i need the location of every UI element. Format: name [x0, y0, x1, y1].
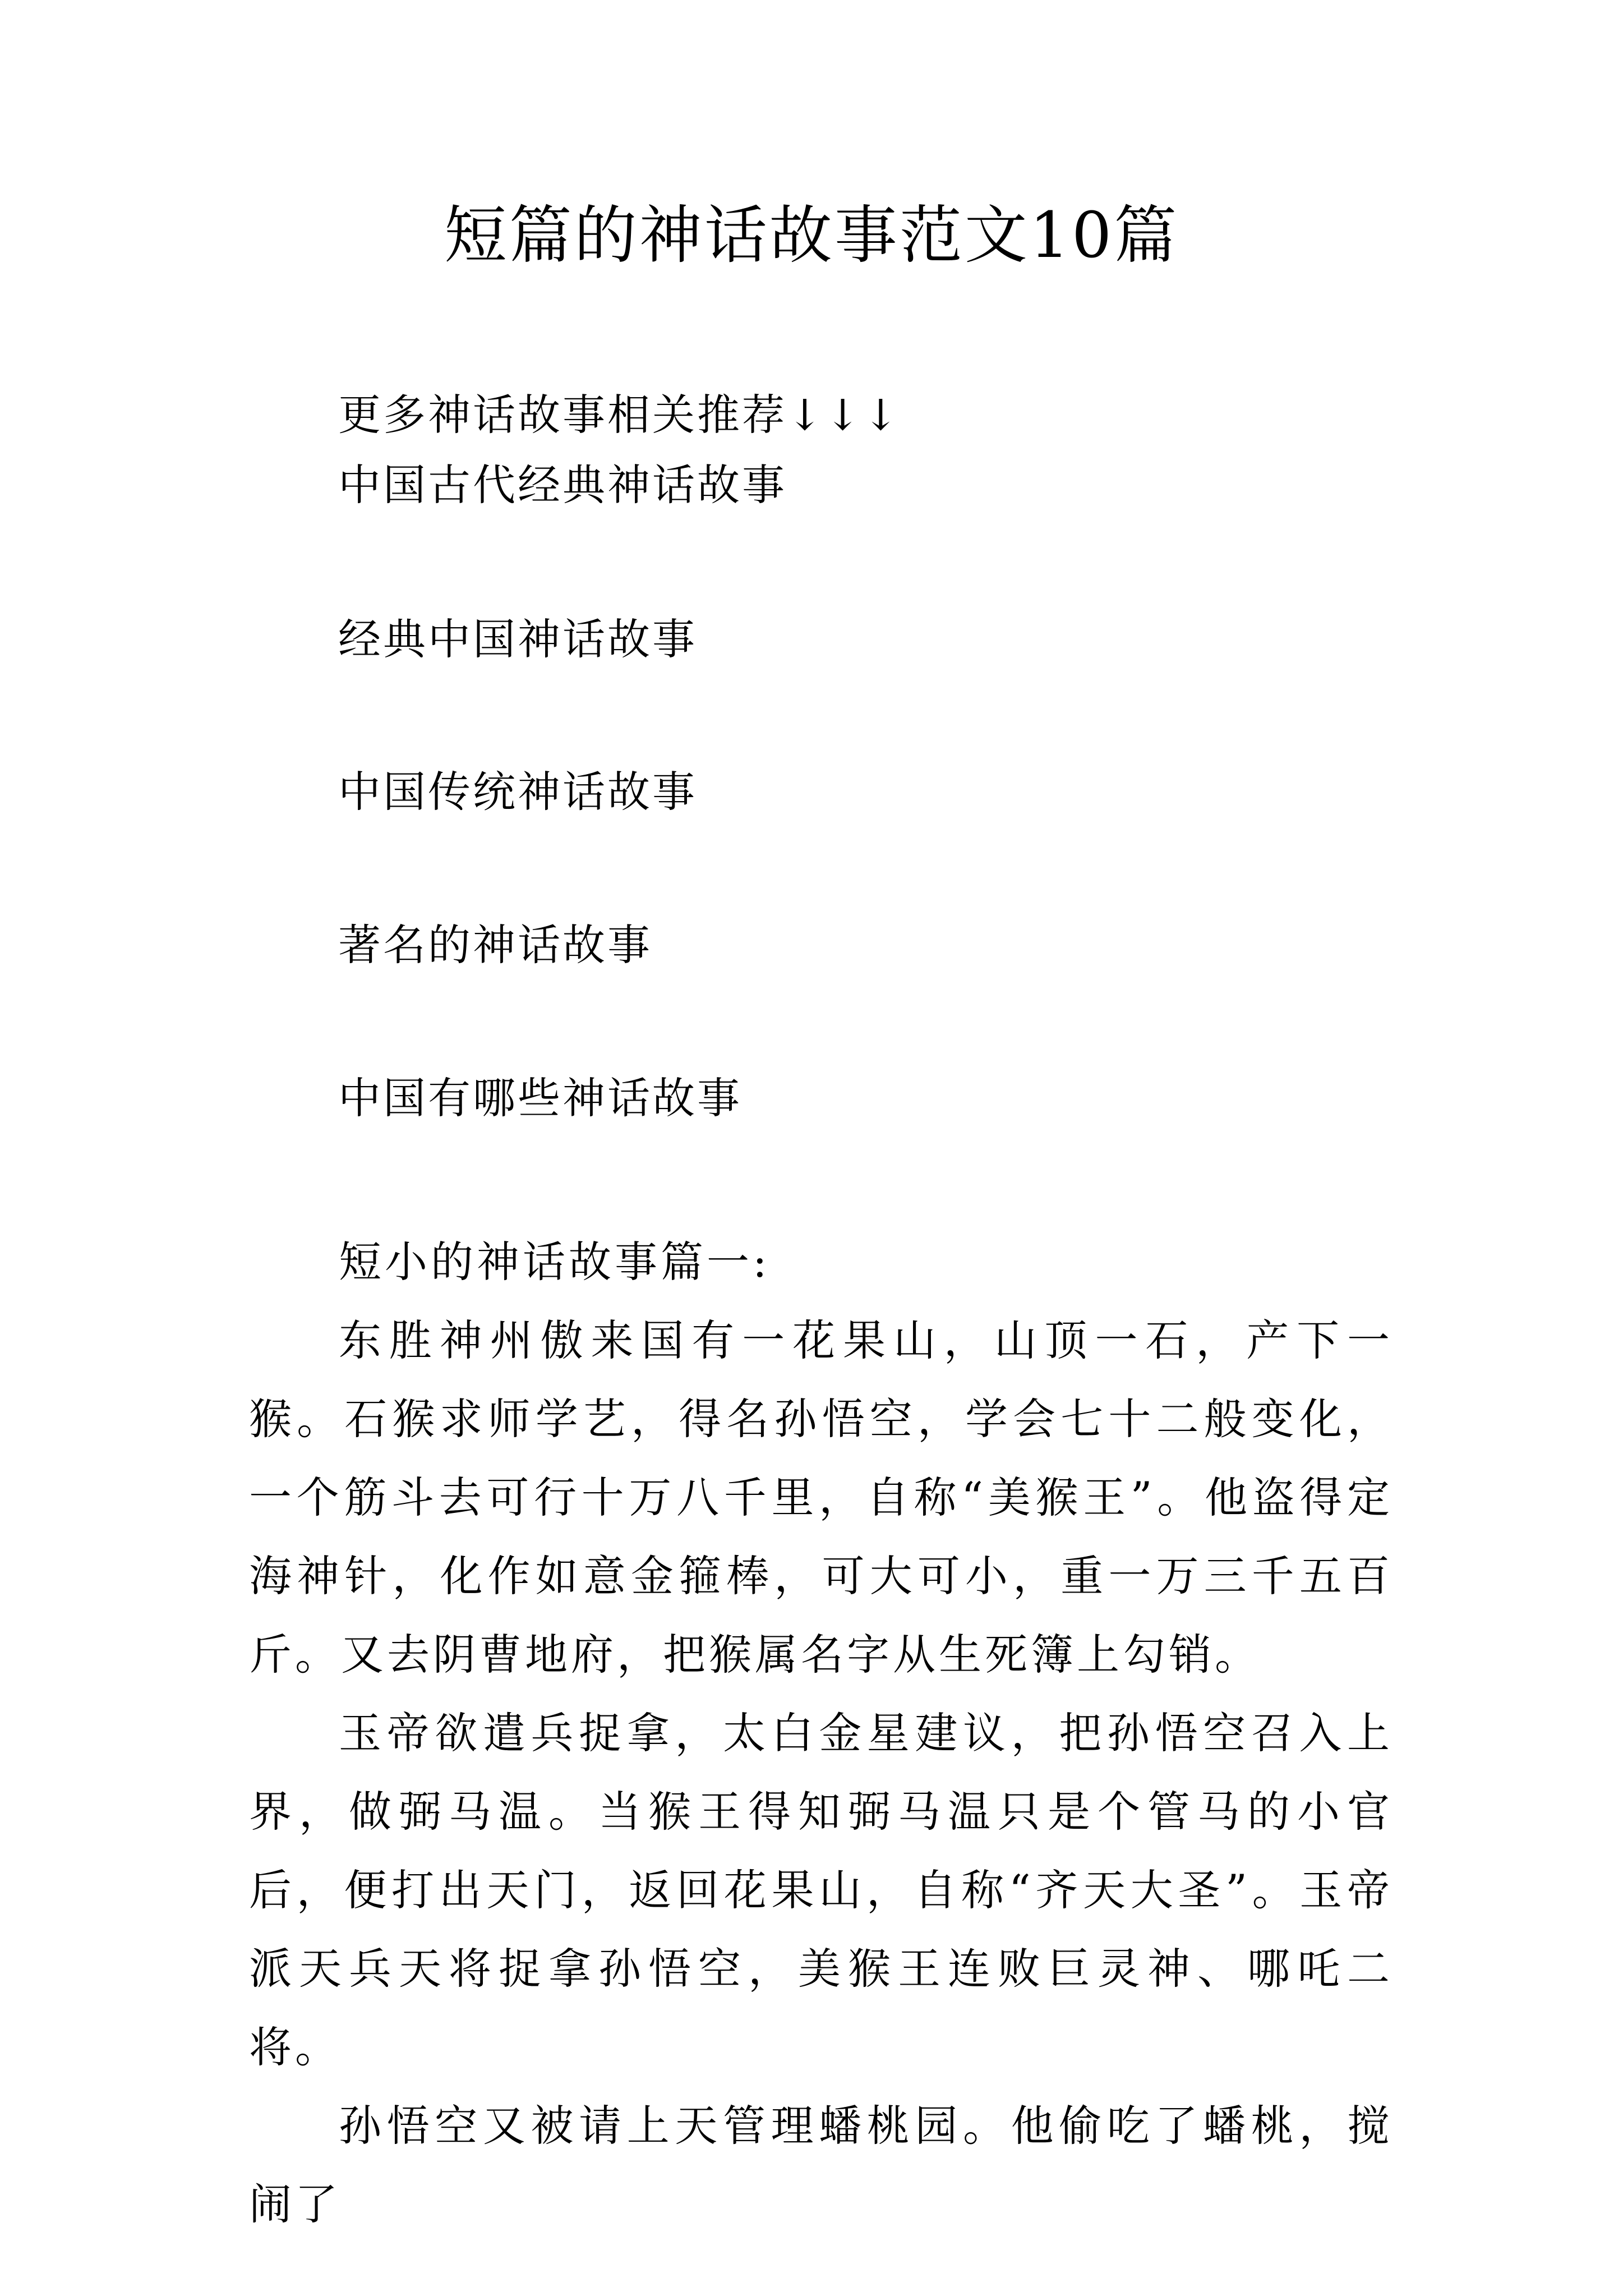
list-item[interactable] [338, 457, 787, 513]
link-famous-myths[interactable]: 著名的神话故事 [338, 920, 652, 970]
link-which-chinese-myths[interactable]: 中国有哪些神话故事 [338, 1073, 742, 1123]
link-traditional-chinese-myths[interactable]: 中国传统神话故事 [338, 767, 697, 817]
paragraph: 孙悟空又被请上天管理蟠桃园。他偷吃了蟠桃，搅闹了 [249, 2101, 1393, 2229]
page-title: 短篇的神话故事范文10篇 [444, 199, 1179, 272]
list-item[interactable] [338, 611, 697, 668]
link-classic-chinese-myths[interactable]: 经典中国神话故事 [338, 614, 697, 664]
paragraph: 东胜神州傲来国有一花果山，山顶一石，产下一猴。石猴求师学艺，得名孙悟空，学会七十二般变化，一个筋斗去可行十万八千里，自称“美猴王”。他盗得定海神针，化作如意金箍棒，可大可小，重一万三千五百斤。又去阴曹地府，把猴属名字从生死簿上勾销。 [249, 1315, 1393, 1680]
recommend-label: 更多神话故事相关推荐↓↓↓ [338, 390, 901, 440]
section-heading: 短小的神话故事篇一: [339, 1237, 771, 1287]
list-item[interactable] [338, 1070, 742, 1126]
list-item[interactable] [338, 917, 652, 973]
link-ancient-classic-myths[interactable]: 中国古代经典神话故事 [338, 460, 787, 510]
paragraph: 玉帝欲遣兵捉拿，太白金星建议，把孙悟空召入上界，做弼马温。当猴王得知弼马温只是个管马的小官后，便打出天门，返回花果山，自称“齐天大圣”。玉帝派天兵天将捉拿孙悟空，美猴王连败巨灵神、哪吒二将。 [249, 1708, 1393, 2072]
article-body [249, 1223, 1393, 2244]
list-item[interactable] [338, 764, 697, 820]
